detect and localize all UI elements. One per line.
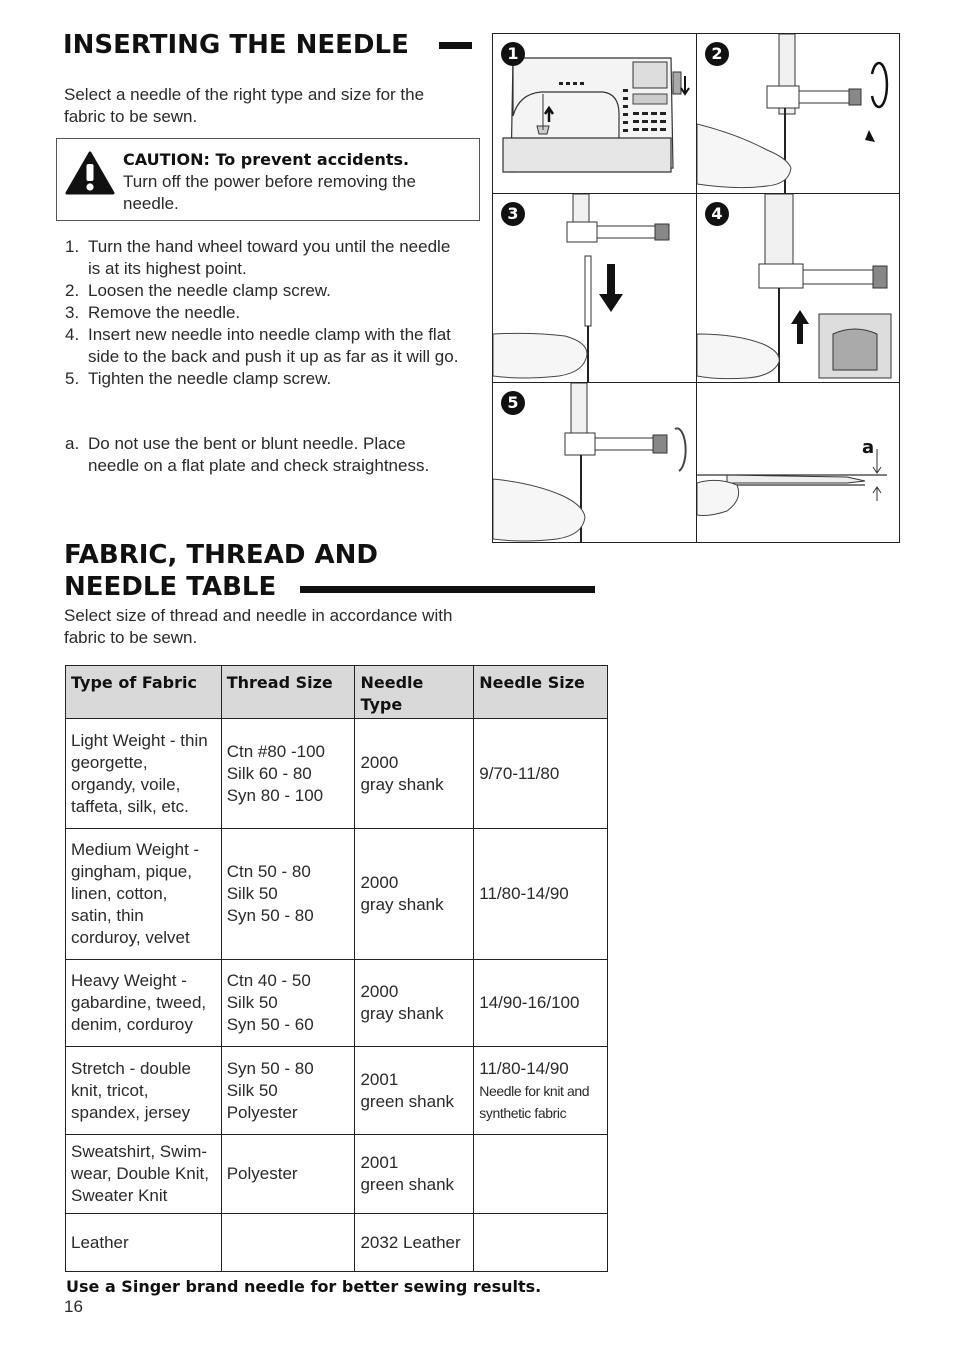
cell-needle-size: 9/70-11/80	[474, 719, 608, 829]
table-header-row	[66, 666, 608, 719]
step-badge-4: 4	[705, 202, 729, 226]
cell-needle-size: 14/90-16/100	[474, 960, 608, 1047]
cell-fabric-type: Medium Weight - gingham, pique, linen, cotton, satin, thin corduroy, velvet	[66, 829, 222, 960]
cell-needle-type: 2032 Leather	[355, 1214, 474, 1272]
header-needle-type: Needle Type	[355, 666, 474, 719]
cell-needle-type: 2001 green shank	[355, 1135, 474, 1214]
step-badge-1: 1	[501, 42, 525, 66]
caution-title: CAUTION: To prevent accidents.	[123, 150, 410, 169]
figure-panel-2	[696, 33, 900, 194]
caution-box	[56, 138, 480, 221]
cell-needle-size: 11/80-14/90 Needle for knit and synthetic fabric	[474, 1047, 608, 1135]
page-number: 16	[64, 1297, 83, 1316]
footer-note: Use a Singer brand needle for better sewing results.	[66, 1277, 542, 1296]
cell-fabric-type: Heavy Weight - gabardine, tweed, denim, corduroy	[66, 960, 222, 1047]
step-item: 1. Turn the hand wheel toward you until the needle is at its highest point.	[65, 237, 451, 278]
step-badge-2: 2	[705, 42, 729, 66]
cell-thread-size: Ctn 40 - 50 Silk 50 Syn 50 - 60	[221, 960, 355, 1047]
needle-straightness-check-illustration	[697, 383, 900, 543]
figure-panel-1	[492, 33, 697, 194]
header-type-of-fabric: Type of Fabric	[66, 666, 222, 719]
caution-text: Turn off the power before removing the needle.	[123, 172, 416, 213]
table-row	[66, 719, 608, 829]
note-item: a. Do not use the bent or blunt needle. Place needle on a flat plate and check straightness.	[65, 434, 430, 475]
step-badge-5: 5	[501, 391, 525, 415]
inserting-intro: Select a needle of the right type and size for the fabric to be sewn.	[64, 85, 425, 126]
step-item: 5. Tighten the needle clamp screw.	[65, 369, 332, 388]
cell-needle-size: 11/80-14/90	[474, 829, 608, 960]
step-item: 4. Insert new needle into needle clamp with the flat side to the back and push it up as far as it will go.	[65, 325, 459, 366]
step-badge-3: 3	[501, 202, 525, 226]
cell-thread-size	[221, 1214, 355, 1272]
table-row	[66, 1214, 608, 1272]
cell-needle-type: 2000 gray shank	[355, 829, 474, 960]
fabric-thread-needle-table	[65, 665, 608, 1272]
cell-needle-type: 2000 gray shank	[355, 960, 474, 1047]
figure-panel-4	[696, 193, 900, 383]
cell-thread-size: Ctn 50 - 80 Silk 50 Syn 50 - 80	[221, 829, 355, 960]
figure-panel-3	[492, 193, 697, 383]
cell-needle-size	[474, 1135, 608, 1214]
gap-label: a	[862, 437, 875, 458]
table-row	[66, 960, 608, 1047]
cell-thread-size: Polyester	[221, 1135, 355, 1214]
section-title-fabric-thread-line1: FABRIC, THREAD AND	[64, 540, 378, 570]
section-title-inserting-needle: INSERTING THE NEEDLE	[63, 30, 409, 60]
table-row	[66, 829, 608, 960]
cell-fabric-type: Light Weight - thin georgette, organdy, voile, taffeta, silk, etc.	[66, 719, 222, 829]
table-row	[66, 1047, 608, 1135]
header-needle-size: Needle Size	[474, 666, 608, 719]
cell-needle-type: 2000 gray shank	[355, 719, 474, 829]
title-rule	[300, 586, 595, 593]
cell-fabric-type: Sweatshirt, Swim- wear, Double Knit, Sweater Knit	[66, 1135, 222, 1214]
title-rule	[439, 42, 472, 49]
cell-needle-size	[474, 1214, 608, 1272]
figure-panel-5	[492, 382, 697, 543]
table-intro: Select size of thread and needle in accordance with fabric to be sewn.	[64, 606, 453, 647]
warning-icon	[65, 151, 115, 195]
needle-steps-list	[65, 236, 460, 390]
figure-panel-6	[696, 382, 900, 543]
step-item: 2. Loosen the needle clamp screw.	[65, 281, 331, 300]
needle-note-text: synthetic fabric	[479, 1104, 567, 1121]
needle-note	[65, 433, 460, 477]
header-thread-size: Thread Size	[221, 666, 355, 719]
cell-thread-size: Syn 50 - 80 Silk 50 Polyester	[221, 1047, 355, 1135]
needle-note-text: Needle for knit and	[479, 1082, 590, 1099]
step-item: 3. Remove the needle.	[65, 303, 241, 322]
cell-fabric-type: Stretch - double knit, tricot, spandex, jersey	[66, 1047, 222, 1135]
cell-thread-size: Ctn #80 -100 Silk 60 - 80 Syn 80 - 100	[221, 719, 355, 829]
cell-needle-type: 2001 green shank	[355, 1047, 474, 1135]
needle-remove-illustration	[493, 194, 697, 383]
section-title-fabric-thread-line2: NEEDLE TABLE	[64, 572, 277, 602]
table-row	[66, 1135, 608, 1214]
cell-fabric-type: Leather	[66, 1214, 222, 1272]
needle-insert-illustration	[697, 194, 900, 383]
